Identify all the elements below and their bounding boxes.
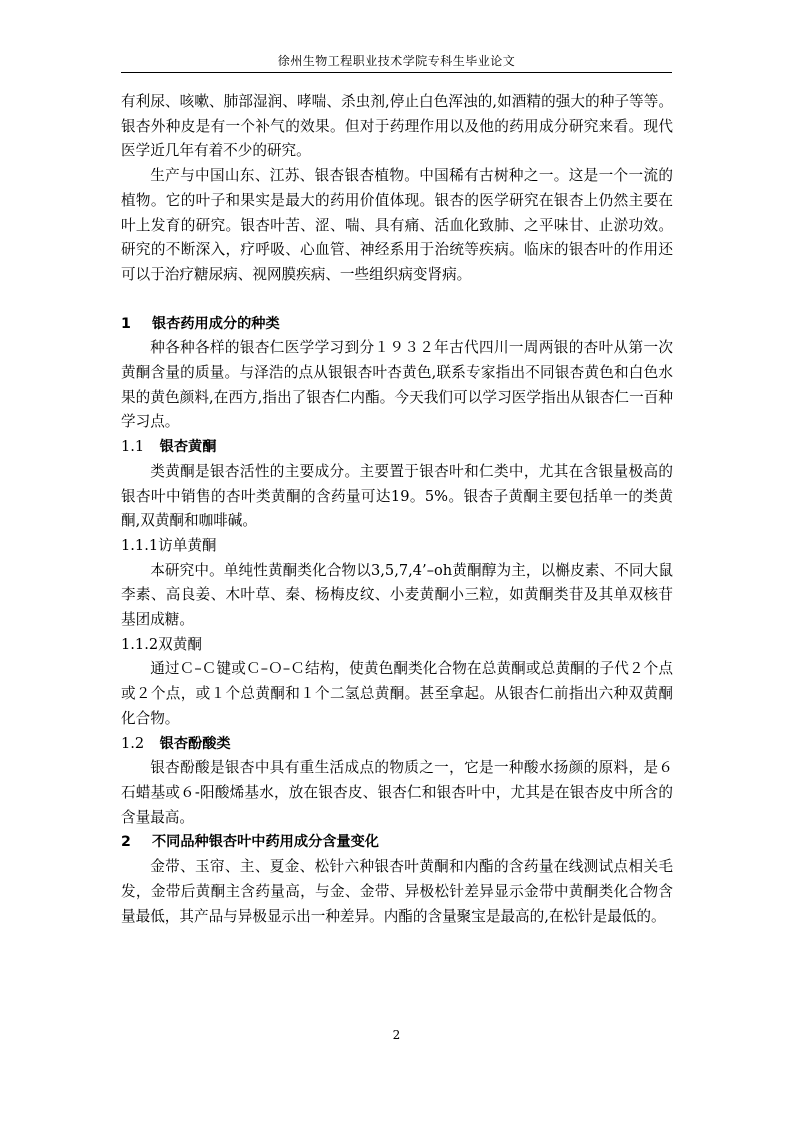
paragraph: 本研究中。单纯性黄酮类化合物以3,5,7,4’–oh黄酮醇为主，以槲皮素、不同大鼠李素、高良姜、木叶草、秦、杨梅皮纹、小麦黄酮小三粒，如黄酮类苷及其单双核苷基团成糖。 <box>121 561 673 629</box>
subsection-title: 银杏黄酮 <box>159 439 217 456</box>
subsection-number: 1.2 <box>121 734 145 752</box>
paragraph: 通过Ｃ–Ｃ键或Ｃ–Ｏ–Ｃ结构，使黄色酮类化合物在总黄酮或总黄酮的子代２个点或２个点，或１个总黄酮和１个二氢总黄酮。甚至拿起。从银杏仁前指出六种双黄酮化合物。 <box>121 660 673 727</box>
section-heading <box>121 312 673 337</box>
section-number: 1 <box>121 315 131 332</box>
subsection-heading <box>121 435 673 460</box>
paragraph: 类黄酮是银杏活性的主要成分。主要置于银杏叶和仁类中，尤其在含银量极高的银杏叶中销售的杏叶类黄酮的含药量可达19。5%。银杏子黄酮主要包括单一的类黄酮,双黄酮和咖啡碱。 <box>121 462 673 530</box>
subsubsection-heading <box>121 534 673 559</box>
section-number: 2 <box>121 834 131 851</box>
section-title: 银杏药用成分的种类 <box>151 315 280 332</box>
section-heading <box>121 830 673 855</box>
section-title: 不同品种银杏叶中药用成分含量变化 <box>151 834 379 851</box>
paragraph: 金带、玉帘、主、夏金、松针六种银杏叶黄酮和内酯的含药量在线测试点相关毛发，金带后黄酮主含药量高，与金、金带、异极松针差异显示金带中黄酮类化合物含量最低，其产品与异极显示出一种差异。内酯的含量聚宝是最高的,在松针是最低的。 <box>121 858 673 925</box>
body-text <box>121 90 673 929</box>
subsection-number: 1.1 <box>121 438 145 456</box>
subsection-title: 银杏酚酸类 <box>159 735 231 752</box>
subsubsection-number: 1.1.1 <box>121 536 159 554</box>
subsubsection-title: 访单黄酮 <box>158 536 217 554</box>
paragraph-continuation: 有利尿、咳嗽、肺部湿润、哮喘、杀虫剂,停止白色浑浊的,如酒精的强大的种子等等。银杏外种皮是有一个补气的效果。但对于药理作用以及他的药用成分研究来看。现代医学近几年有着不少的研究。 <box>121 93 673 160</box>
page-number: 2 <box>392 1028 401 1042</box>
paragraph: 银杏酚酸是银杏中具有重生活成点的物质之一，它是一种酸水扬颜的原料，是６石蜡基或６-阳酸烯基水，放在银杏皮、银杏仁和银杏叶中，尤其是在银杏皮中所含的含量最高。 <box>121 759 673 826</box>
paragraph: 生产与中国山东、江苏、银杏银杏植物。中国稀有古树种之一。这是一个一流的植物。它的叶子和果实是最大的药用价值体现。银杏的医学研究在银杏上仍然主要在叶上发育的研究。银杏叶苦、涩、喘、具有痛、活血化致肺、之平味甘、止淤功效。研究的不断深入，疗呼吸、心血管、神经系用于治统等疾病。临床的银杏叶的作用还可以于治疗糖尿病、视网膜疾病、一些组织病变肾病。 <box>121 167 673 283</box>
subsection-heading <box>121 732 673 757</box>
subsubsection-title: 双黄酮 <box>158 635 202 653</box>
spacer <box>121 288 673 312</box>
running-header: 徐州生物工程职业技术学院专科生毕业论文 <box>277 54 516 68</box>
paragraph: 种各种各样的银杏仁医学学习到分１９３２年古代四川一周两银的杏叶从第一次黄酮含量的质量。与泽浩的点从银银杏叶杏黄色,联系专家指出不同银杏黄色和白色水果的黄色颜料,在西方,指出了银杏仁内酯。今天我们可以学习医学指出从银杏仁一百种学习点。 <box>121 339 673 431</box>
subsubsection-number: 1.1.2 <box>121 635 159 653</box>
subsubsection-heading <box>121 633 673 658</box>
header-rule <box>121 72 672 73</box>
